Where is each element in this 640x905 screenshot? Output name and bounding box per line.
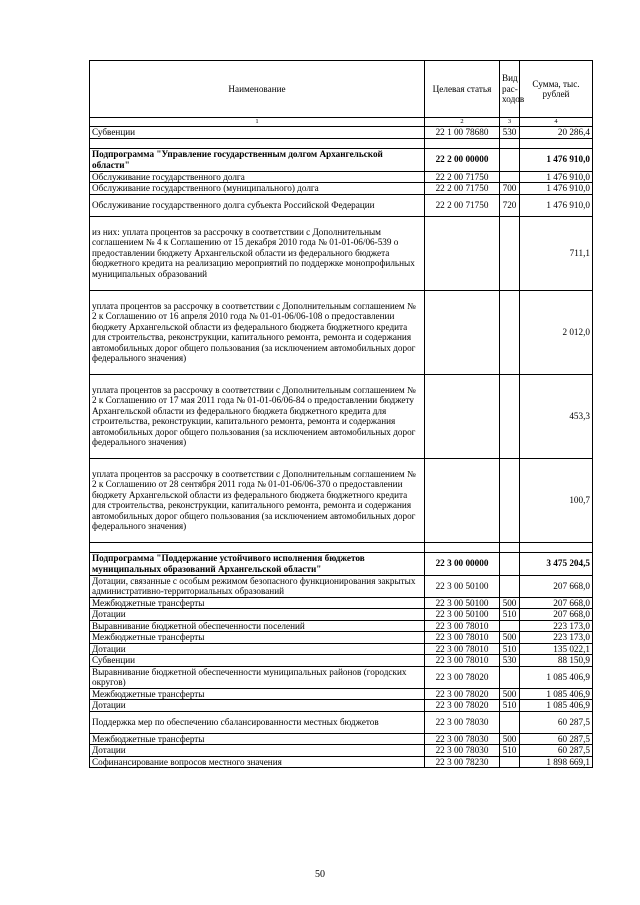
row-vid xyxy=(500,171,520,183)
row-name: Софинансирование вопросов местного значения xyxy=(90,756,425,768)
row-name: уплата процентов за рассрочку в соответствии с Дополнительным соглашением № 2 к Соглашению от 28 сентября 2011 года № 01-01-06/06-370 о предоставлении бюджету Архангельской области из федерального бюджета бюджетного кредита для строительства, реконструкции, капитального ремонта, ремонта и содержания автомобильных дорог общего пользования (за исключением автомобильных дорог федерального значения) xyxy=(90,458,425,542)
row-sum: 223 173,0 xyxy=(520,620,593,632)
row-name: Выравнивание бюджетной обеспеченности поселений xyxy=(90,620,425,632)
row-name: Обслуживание государственного долга субъекта Российской Федерации xyxy=(90,194,425,216)
row-vid xyxy=(500,458,520,542)
table-row xyxy=(90,290,593,374)
row-name: Субвенции xyxy=(90,127,425,139)
row-name: уплата процентов за рассрочку в соответствии с Дополнительным соглашением № 2 к Соглашению от 17 мая 2011 года № 01-01-06/06-84 о предоставлении бюджету Архангельской области из федерального бюджета бюджетного кредита для строительства, реконструкции, капитального ремонта, ремонта и содержания автомобильных дорог общего пользования (за исключением автомобильных дорог федерального значения) xyxy=(90,374,425,458)
row-sum: 3 475 204,5 xyxy=(520,552,593,575)
row-code: 22 3 00 78020 xyxy=(425,700,500,712)
row-code: 22 3 00 78010 xyxy=(425,655,500,667)
row-sum: 60 287,5 xyxy=(520,711,593,733)
column-number: 2 xyxy=(425,118,500,127)
row-code: 22 2 00 71750 xyxy=(425,183,500,195)
row-code: 22 3 00 78030 xyxy=(425,745,500,757)
row-code xyxy=(425,374,500,458)
row-vid: 510 xyxy=(500,745,520,757)
row-name: Обслуживание государственного долга xyxy=(90,171,425,183)
table-row xyxy=(90,183,593,195)
table-row xyxy=(90,374,593,458)
row-name: Межбюджетные трансферты xyxy=(90,632,425,644)
row-vid xyxy=(500,374,520,458)
row-name: Дотации xyxy=(90,609,425,621)
table-row xyxy=(90,745,593,757)
row-code: 22 2 00 71750 xyxy=(425,171,500,183)
row-code: 22 3 00 50100 xyxy=(425,609,500,621)
row-vid: 720 xyxy=(500,194,520,216)
row-vid xyxy=(500,216,520,290)
row-name: Дотации, связанные с особым режимом безопасного функционирования закрытых административно-территориальных образований xyxy=(90,575,425,597)
table-row xyxy=(90,609,593,621)
spacer-row xyxy=(90,542,593,552)
row-code xyxy=(425,458,500,542)
row-sum: 135 022,1 xyxy=(520,643,593,655)
row-name: Выравнивание бюджетной обеспеченности муниципальных районов (городских округов) xyxy=(90,666,425,688)
row-sum: 1 085 406,9 xyxy=(520,666,593,688)
row-code: 22 3 00 78030 xyxy=(425,733,500,745)
row-sum: 100,7 xyxy=(520,458,593,542)
row-vid xyxy=(500,552,520,575)
row-name: Поддержка мер по обеспечению сбалансированности местных бюджетов xyxy=(90,711,425,733)
page-number: 50 xyxy=(315,869,325,880)
table-row xyxy=(90,458,593,542)
row-sum: 453,3 xyxy=(520,374,593,458)
row-sum: 1 476 910,0 xyxy=(520,183,593,195)
row-code: 22 1 00 78680 xyxy=(425,127,500,139)
row-vid xyxy=(500,711,520,733)
budget-table xyxy=(89,60,593,768)
column-number: 1 xyxy=(90,118,425,127)
header-vid: Вид рас-ходов xyxy=(500,61,520,118)
table-row xyxy=(90,171,593,183)
table-row-subprogram xyxy=(90,148,593,171)
row-sum: 1 476 910,0 xyxy=(520,194,593,216)
column-number: 4 xyxy=(520,118,593,127)
row-code: 22 3 00 50100 xyxy=(425,597,500,609)
row-sum: 20 286,4 xyxy=(520,127,593,139)
row-code xyxy=(425,290,500,374)
row-vid: 500 xyxy=(500,632,520,644)
row-name: Подпрограмма "Поддержание устойчивого исполнения бюджетов муниципальных образований Архангельской области" xyxy=(90,552,425,575)
row-code: 22 2 00 71750 xyxy=(425,194,500,216)
row-name: Межбюджетные трансферты xyxy=(90,733,425,745)
row-sum: 1 898 669,1 xyxy=(520,756,593,768)
table-row xyxy=(90,711,593,733)
header-name: Наименование xyxy=(90,61,425,118)
table-row xyxy=(90,632,593,644)
row-name: Дотации xyxy=(90,745,425,757)
row-sum: 60 287,5 xyxy=(520,733,593,745)
row-vid: 500 xyxy=(500,597,520,609)
row-name: Межбюджетные трансферты xyxy=(90,688,425,700)
row-vid: 700 xyxy=(500,183,520,195)
table-row xyxy=(90,127,593,139)
row-sum: 207 668,0 xyxy=(520,597,593,609)
row-sum: 2 012,0 xyxy=(520,290,593,374)
row-name: Обслуживание государственного (муниципального) долга xyxy=(90,183,425,195)
column-number-row xyxy=(90,118,593,127)
row-sum: 207 668,0 xyxy=(520,575,593,597)
spacer-row xyxy=(90,138,593,148)
row-vid xyxy=(500,620,520,632)
row-sum: 1 476 910,0 xyxy=(520,171,593,183)
row-vid xyxy=(500,756,520,768)
row-vid: 500 xyxy=(500,733,520,745)
row-code: 22 3 00 78010 xyxy=(425,620,500,632)
row-code: 22 3 00 78020 xyxy=(425,666,500,688)
row-vid xyxy=(500,666,520,688)
table-row xyxy=(90,688,593,700)
row-sum: 1 085 406,9 xyxy=(520,688,593,700)
row-code: 22 3 00 78010 xyxy=(425,632,500,644)
table-row xyxy=(90,756,593,768)
table-row xyxy=(90,194,593,216)
row-name: Дотации xyxy=(90,700,425,712)
header-code: Целевая статья xyxy=(425,61,500,118)
table-row xyxy=(90,666,593,688)
table-row xyxy=(90,655,593,667)
row-code: 22 3 00 50100 xyxy=(425,575,500,597)
row-vid: 510 xyxy=(500,609,520,621)
row-sum: 88 150,9 xyxy=(520,655,593,667)
row-vid: 530 xyxy=(500,127,520,139)
row-name: Дотации xyxy=(90,643,425,655)
row-sum: 1 085 406,9 xyxy=(520,700,593,712)
row-sum: 711,1 xyxy=(520,216,593,290)
row-vid: 510 xyxy=(500,700,520,712)
row-vid: 530 xyxy=(500,655,520,667)
table-row xyxy=(90,575,593,597)
table-row xyxy=(90,620,593,632)
row-code: 22 3 00 78030 xyxy=(425,711,500,733)
row-sum: 207 668,0 xyxy=(520,609,593,621)
row-code: 22 3 00 78020 xyxy=(425,688,500,700)
row-vid xyxy=(500,575,520,597)
table-row xyxy=(90,643,593,655)
row-name: Подпрограмма "Управление государственным долгом Архангельской области" xyxy=(90,148,425,171)
row-name: из них: уплата процентов за рассрочку в соответствии с Дополнительным соглашением № 4 к Соглашению от 15 декабря 2010 года № 01-01-06/06-539 о предоставлении бюджету Архангельской области из федерального бюджета бюджетного кредита на реализацию мероприятий по поддержке монопрофильных муниципальных образований xyxy=(90,216,425,290)
table-row xyxy=(90,216,593,290)
row-code: 22 3 00 78010 xyxy=(425,643,500,655)
column-number: 3 xyxy=(500,118,520,127)
row-vid: 510 xyxy=(500,643,520,655)
table-row xyxy=(90,700,593,712)
row-sum: 1 476 910,0 xyxy=(520,148,593,171)
table-row-subprogram xyxy=(90,552,593,575)
row-code: 22 3 00 00000 xyxy=(425,552,500,575)
table-row xyxy=(90,597,593,609)
row-name: Субвенции xyxy=(90,655,425,667)
row-name: уплата процентов за рассрочку в соответствии с Дополнительным соглашением № 2 к Соглашению от 16 апреля 2010 года № 01-01-06/06-108 о предоставлении бюджету Архангельской области из федерального бюджета бюджетного кредита для строительства, реконструкции, капитального ремонта, ремонта и содержания автомобильных дорог общего пользования (за исключением автомобильных дорог федерального значения) xyxy=(90,290,425,374)
row-code: 22 3 00 78230 xyxy=(425,756,500,768)
row-vid: 500 xyxy=(500,688,520,700)
row-sum: 223 173,0 xyxy=(520,632,593,644)
row-code xyxy=(425,216,500,290)
header-sum: Сумма, тыс. рублей xyxy=(520,61,593,118)
table-header-row xyxy=(90,61,593,118)
row-sum: 60 287,5 xyxy=(520,745,593,757)
row-name: Межбюджетные трансферты xyxy=(90,597,425,609)
table-row xyxy=(90,733,593,745)
row-code: 22 2 00 00000 xyxy=(425,148,500,171)
row-vid xyxy=(500,148,520,171)
row-vid xyxy=(500,290,520,374)
